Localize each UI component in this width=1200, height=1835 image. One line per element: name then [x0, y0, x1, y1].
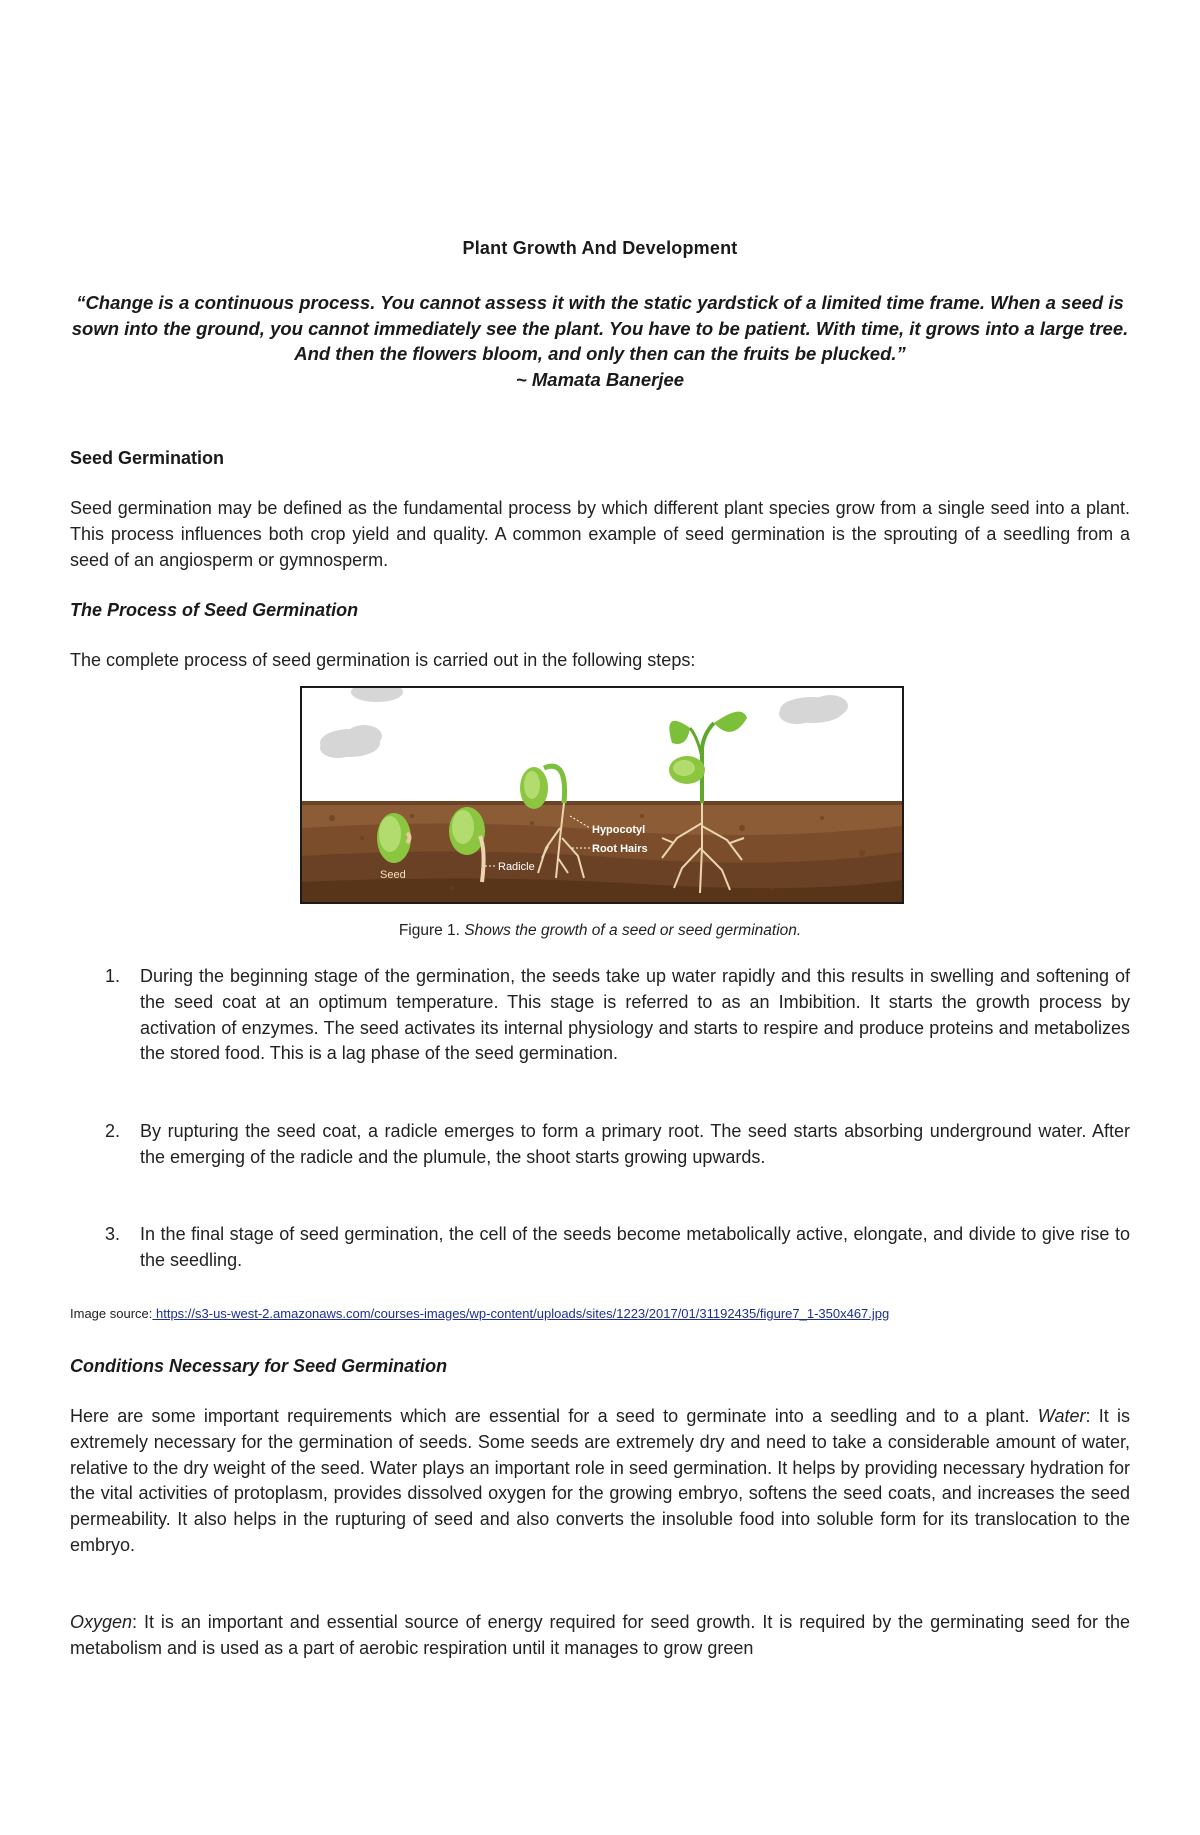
seed-stage-1 [377, 813, 411, 863]
paragraph-oxygen [70, 1610, 1130, 1662]
step-text: During the beginning stage of the germination, the seeds take up water rapidly and this results in swelling and softening of the seed coat at an optimum temperature. This stage is referred to as an Imbibition. It starts the growth process by activation of enzymes. The seed activates its internal physiology and starts to respire and produce proteins and metabolizes the stored food. This is a lag phase of the seed germination. [140, 966, 1130, 1064]
caption-prefix: Figure 1. [398, 922, 460, 939]
paragraph-process-intro: The complete process of seed germination is carried out in the following steps: [70, 650, 696, 670]
water-text: : It is extremely necessary for the germination of seeds. Some seeds are extremely dry and need to take a considerable amount of water, relative to the dry weight of the seed. Water plays an important role in seed germination. It helps by providing necessary hydration for the vital activities of protoplasm, provides dissolved oxygen for the growing embryo, softens the seed coats, and increases the seed permeability. It also helps in the rupturing of seed and also converts the insoluble food into soluble form for its translocation to the embryo. [70, 1406, 1130, 1555]
label-root-hairs: Root Hairs [592, 843, 648, 855]
epigraph-quote [70, 290, 1130, 392]
image-source-link[interactable]: https://s3-us-west-2.amazonaws.com/courses-images/wp-content/uploads/sites/1223/2017/01/31192435/figure7_1-350x467.jpg [152, 1306, 890, 1321]
germination-figure [300, 686, 904, 904]
label-hypocotyl: Hypocotyl [592, 824, 646, 836]
quote-text: “Change is a continuous process. You cannot assess it with the static yardstick of a limited time frame. When a seed is sown into the ground, you cannot immediately see the plant. You have to be patient. With time, it grows into a large tree. And then the flowers bloom, and only then can the fruits be plucked.” [71, 292, 1129, 364]
step-number: 2. [105, 1121, 121, 1141]
heading-conditions: Conditions Necessary for Seed Germination [70, 1356, 448, 1376]
step-number: 3. [105, 1224, 121, 1244]
label-seed: Seed [380, 869, 406, 881]
image-source-label: Image source: [70, 1306, 153, 1321]
step-text: By rupturing the seed coat, a radicle emerges to form a primary root. The seed starts absorbing underground water. After the emerging of the radicle and the plumule, the shoot starts growing upwards. [140, 1121, 1130, 1167]
oxygen-text: : It is an important and essential source of energy required for seed growth. It is required by the germinating seed for the metabolism and is used as a part of aerobic respiration until it manages to grow green [70, 1612, 1130, 1658]
step-number: 1. [105, 966, 121, 986]
paragraph-water [70, 1404, 1130, 1559]
water-label: Water [1037, 1406, 1086, 1426]
paragraph-seed-germination: Seed germination may be defined as the fundamental process by which different plant species grow from a single seed into a plant. This process influences both crop yield and quality. A common example of seed germination is the sprouting of a seedling from a seed of an angiosperm or gymnosperm. [70, 498, 1130, 570]
document-title: Plant Growth And Development [462, 238, 738, 258]
label-radicle: Radicle [498, 861, 535, 873]
heading-seed-germination: Seed Germination [70, 448, 225, 468]
caption-text: Shows the growth of a seed or seed germination. [464, 922, 802, 939]
germination-illustration [302, 688, 902, 902]
oxygen-label: Oxygen [70, 1612, 133, 1632]
step-text: In the final stage of seed germination, the cell of the seeds become metabolically active, elongate, and divide to give rise to the seedling. [140, 1224, 1130, 1270]
image-source [70, 1306, 889, 1321]
figure-caption [70, 922, 1130, 940]
quote-author: ~ Mamata Banerjee [515, 368, 685, 390]
conditions-intro: Here are some important requirements which are essential for a seed to germinate into a seedling and to a plant. [70, 1406, 1038, 1426]
heading-process: The Process of Seed Germination [70, 600, 359, 620]
